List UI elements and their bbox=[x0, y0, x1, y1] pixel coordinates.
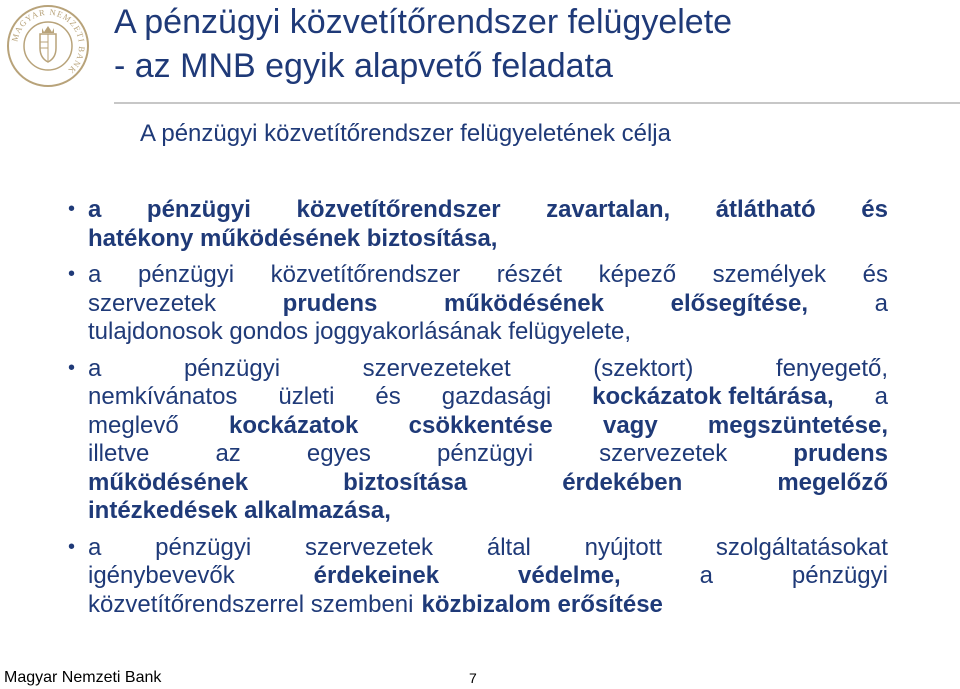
bullet-list bbox=[68, 196, 888, 627]
text-word: szolgáltatásokat bbox=[715, 533, 888, 561]
text-word: pénzügyi bbox=[155, 533, 252, 561]
text-line bbox=[88, 290, 888, 319]
text-word: megszüntetése, bbox=[707, 411, 888, 439]
page-title-line-1: A pénzügyi közvetítőrendszer felügyelete bbox=[114, 3, 733, 41]
text-word: zavartalan, bbox=[546, 196, 671, 223]
text-word: csökkentése bbox=[408, 411, 553, 439]
text-word: tulajdonosok gondos joggyakorlásának felügyelete, bbox=[88, 318, 632, 345]
text-word: képező bbox=[598, 261, 677, 288]
text-word: prudens bbox=[793, 440, 888, 467]
text-line bbox=[88, 591, 888, 620]
text-word: működésének bbox=[443, 289, 605, 317]
text-word: a bbox=[88, 261, 102, 288]
list-item bbox=[68, 261, 888, 347]
text-word: illetve bbox=[88, 440, 150, 467]
text-word: és bbox=[375, 383, 401, 410]
text-word: szervezetek bbox=[305, 533, 434, 561]
title-divider bbox=[114, 102, 960, 104]
text-line bbox=[88, 440, 888, 469]
text-word: hatékony működésének biztosítása, bbox=[88, 224, 498, 252]
text-word: prudens bbox=[282, 289, 378, 317]
text-word: a bbox=[874, 289, 888, 317]
text-word: egyes bbox=[306, 440, 371, 467]
text-line bbox=[88, 534, 888, 563]
text-word: közvetítőrendszerrel szembeni bbox=[88, 590, 414, 618]
text-word: szervezeteket bbox=[362, 354, 511, 382]
text-word: személyek bbox=[712, 261, 827, 288]
bullet-dot-icon: • bbox=[68, 535, 76, 558]
text-word: a bbox=[874, 383, 888, 410]
text-word: a bbox=[88, 196, 102, 223]
text-word: által bbox=[486, 533, 531, 561]
text-line bbox=[88, 355, 888, 384]
text-word: biztosítása bbox=[343, 468, 468, 496]
text-word: szervezetek bbox=[88, 289, 217, 317]
text-word: közvetítőrendszer bbox=[296, 196, 501, 223]
text-word: védelme, bbox=[518, 562, 621, 589]
text-word: érdekeinek bbox=[313, 562, 440, 589]
mnb-seal-icon bbox=[6, 4, 90, 88]
page-title-line-2: - az MNB egyik alapvető feladata bbox=[114, 47, 613, 85]
text-word: és bbox=[861, 196, 888, 223]
text-word: működésének bbox=[88, 468, 249, 496]
text-line bbox=[88, 497, 888, 526]
text-word: átlátható bbox=[715, 196, 816, 223]
text-word: a bbox=[88, 533, 102, 561]
svg-text:MAGYAR NEMZETI BANK: MAGYAR NEMZETI BANK bbox=[9, 6, 88, 77]
text-word: igénybevevők bbox=[88, 562, 235, 589]
page-title bbox=[114, 0, 954, 88]
bullet-dot-icon: • bbox=[68, 263, 76, 285]
text-word: pénzügyi bbox=[183, 354, 281, 382]
text-word: nemkívánatos bbox=[88, 383, 238, 410]
text-word: fenyegető, bbox=[775, 354, 888, 382]
text-word: üzleti bbox=[278, 383, 335, 410]
bullet-dot-icon: • bbox=[68, 198, 76, 220]
section-subtitle: A pénzügyi közvetítőrendszer felügyeletének célja bbox=[140, 120, 671, 147]
text-line bbox=[88, 412, 888, 441]
list-item bbox=[68, 196, 888, 253]
text-word: érdekében bbox=[562, 468, 683, 496]
text-line bbox=[88, 562, 888, 591]
text-line bbox=[88, 225, 888, 254]
text-word: közvetítőrendszer bbox=[270, 261, 461, 288]
text-word: gazdasági bbox=[441, 383, 552, 410]
text-word: részét bbox=[496, 261, 563, 288]
text-word: intézkedések alkalmazása, bbox=[88, 497, 391, 524]
text-word: kockázatok bbox=[228, 411, 359, 439]
text-word: a bbox=[699, 562, 713, 589]
text-line bbox=[88, 261, 888, 290]
text-word: megelőző bbox=[777, 468, 888, 496]
text-word: kockázatok feltárása, bbox=[592, 383, 834, 410]
page-number: 7 bbox=[469, 670, 477, 686]
text-word: nyújtott bbox=[584, 533, 663, 561]
list-item bbox=[68, 534, 888, 620]
footer-bank-name: Magyar Nemzeti Bank bbox=[4, 669, 162, 686]
text-line bbox=[88, 318, 888, 347]
text-line bbox=[88, 383, 888, 412]
text-line bbox=[88, 469, 888, 498]
text-word: pénzügyi bbox=[437, 440, 534, 467]
bullet-dot-icon: • bbox=[68, 356, 76, 379]
text-word: a bbox=[88, 354, 102, 382]
text-word: elősegítése, bbox=[670, 289, 809, 317]
text-word: pénzügyi bbox=[791, 562, 888, 589]
text-word: az bbox=[215, 440, 241, 467]
text-word: szervezetek bbox=[599, 440, 728, 467]
text-word: meglevő bbox=[88, 411, 179, 439]
text-word: vagy bbox=[602, 411, 658, 439]
text-word: közbizalom erősítése bbox=[421, 590, 663, 618]
list-item bbox=[68, 355, 888, 526]
text-word: (szektort) bbox=[593, 354, 694, 382]
text-word: és bbox=[862, 261, 888, 288]
text-word: pénzügyi bbox=[146, 196, 251, 223]
text-line bbox=[88, 196, 888, 225]
text-word: pénzügyi bbox=[137, 261, 235, 288]
